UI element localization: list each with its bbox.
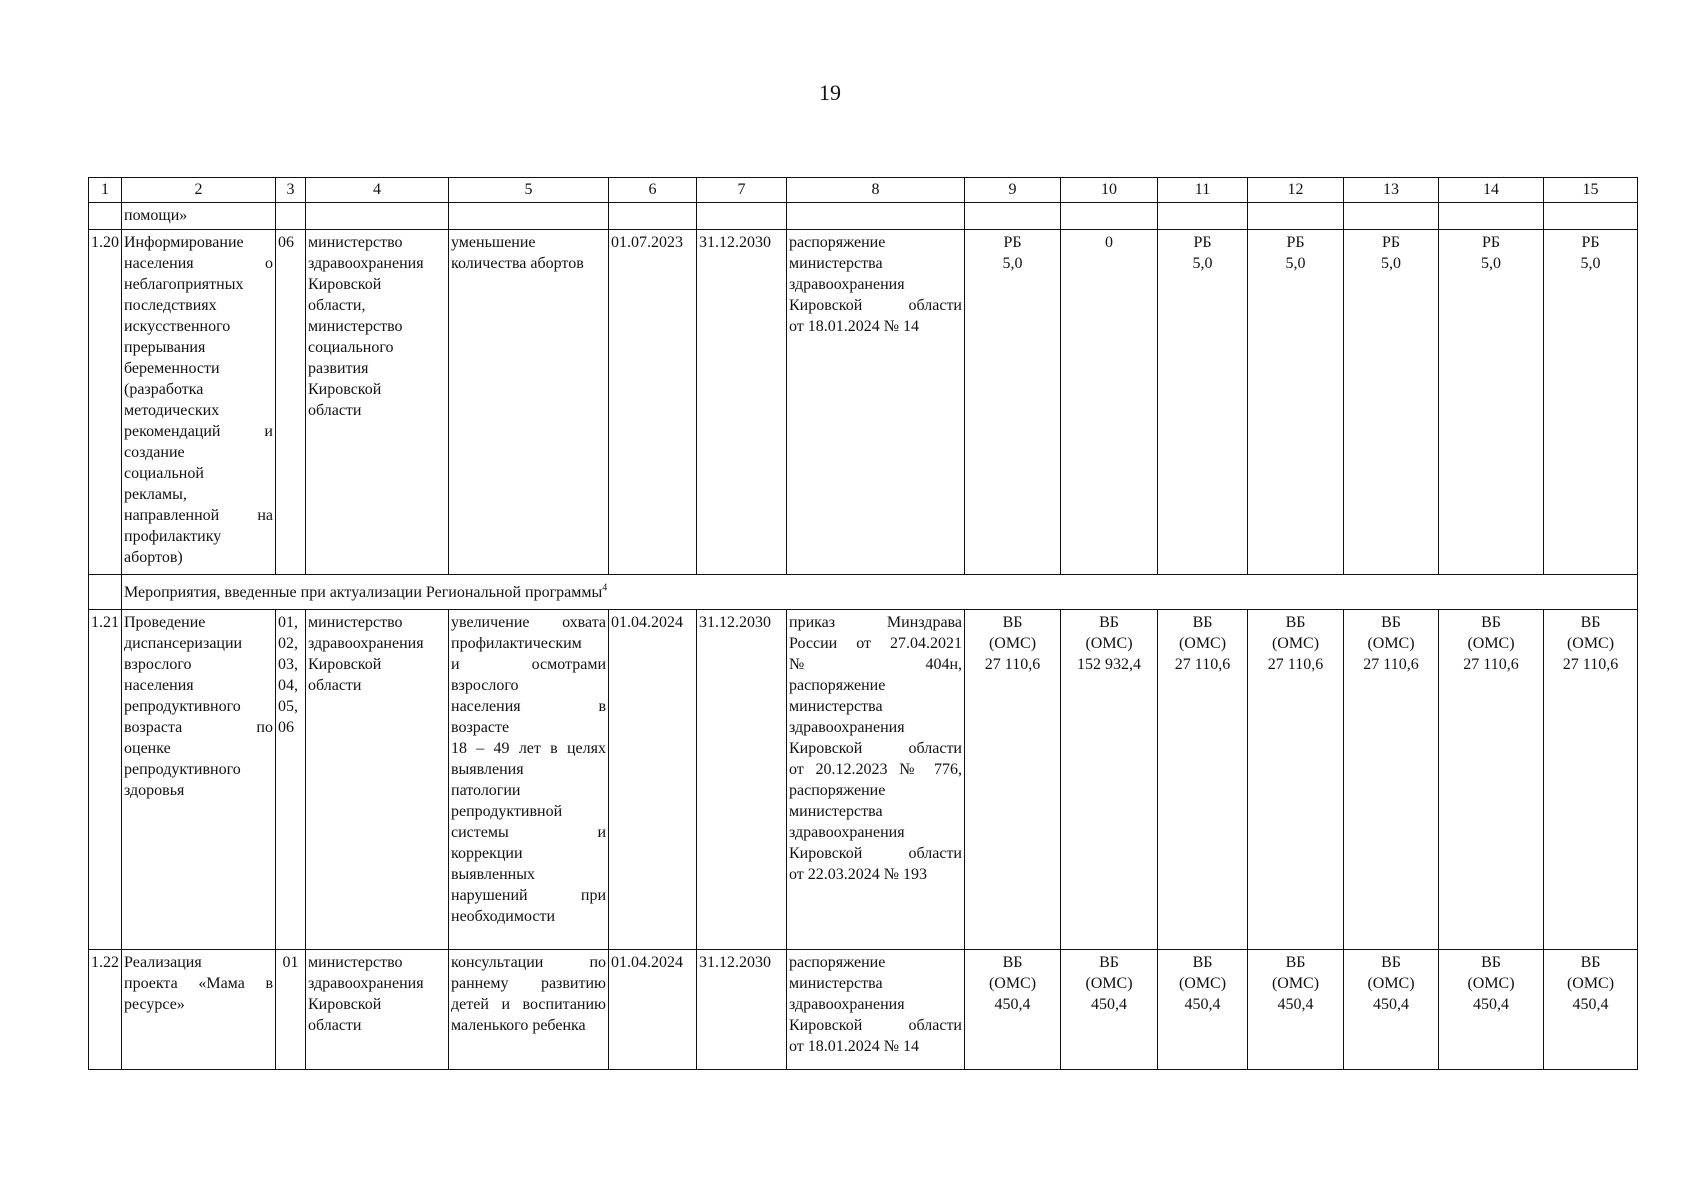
cell-line: 152 932,4: [1077, 656, 1141, 673]
cell-line: необходимости: [451, 908, 556, 925]
cell-line: (ОМС): [1467, 635, 1515, 652]
cell-line: ВБ: [1002, 954, 1023, 971]
end-date: 31.12.2030: [697, 230, 787, 575]
cell-line: 5,0: [1481, 255, 1501, 272]
cell-line: от 18.01.2024 № 14: [789, 318, 920, 335]
cell-line: Кировской области: [789, 297, 962, 314]
cell-line: ВБ: [1099, 614, 1119, 631]
cell-line: министерство: [308, 614, 403, 631]
cell-line: 03,: [278, 656, 298, 673]
cell-line: репродуктивной: [451, 803, 563, 820]
measure-name: [122, 230, 276, 575]
funding-cell: [1439, 610, 1544, 950]
continuation-text: помощи»: [122, 203, 276, 230]
cell-line: ресурсе»: [124, 996, 185, 1013]
cell-line: ВБ: [1099, 954, 1119, 971]
table-row-1-22: [89, 950, 1638, 1070]
program-table: [88, 177, 1638, 1070]
cell-line: коррекции: [451, 845, 523, 862]
funding-cell: [1344, 230, 1439, 575]
cell-line: ВБ: [1481, 954, 1501, 971]
cell-line: № 404н,: [789, 656, 962, 673]
funding-cell: [1248, 610, 1344, 950]
cell-line: области: [308, 677, 362, 694]
executor: [306, 230, 449, 575]
cell-line: 18 – 49 лет в целях: [451, 740, 606, 757]
cell-line: Информирование: [124, 234, 244, 251]
cell-line: населения о: [124, 255, 273, 272]
cell-line: 5,0: [1580, 255, 1601, 272]
cell-line: здравоохранения: [308, 975, 424, 992]
task-numbers: [276, 610, 306, 950]
cell-line: 450,4: [1091, 996, 1127, 1013]
cell-line: Кировской области: [789, 1017, 962, 1034]
cell-line: 27 110,6: [1562, 656, 1619, 673]
header-cell: 3: [276, 178, 306, 203]
cell-line: 06: [278, 719, 294, 736]
cell-line: здравоохранения: [789, 996, 905, 1013]
funding-cell: [1248, 230, 1344, 575]
cell-line: ВБ: [1580, 954, 1601, 971]
section-title: [122, 575, 1638, 610]
cell-line: Кировской области: [789, 845, 962, 862]
funding-cell: [1544, 230, 1638, 575]
cell-line: Кировской: [308, 656, 382, 673]
cell-line: здоровья: [124, 782, 185, 799]
cell-line: репродуктивного: [124, 761, 241, 778]
section-row: [89, 575, 1638, 610]
cell-line: 27 110,6: [1267, 656, 1324, 673]
row-number: 1.20: [89, 230, 122, 575]
header-cell: 7: [697, 178, 787, 203]
cell-line: диспансеризации: [124, 635, 243, 652]
cell-line: нарушений при: [451, 887, 606, 904]
cell-line: распоряжение: [789, 677, 886, 694]
footnote-mark: 4: [602, 582, 608, 594]
start-date: 01.07.2023: [609, 230, 697, 575]
continuation-row: [89, 203, 1638, 230]
cell-line: выявленных: [451, 866, 535, 883]
cell-line: 5,0: [1192, 255, 1213, 272]
cell-line: министерства: [789, 698, 883, 715]
cell-line: от 22.03.2024 № 193: [789, 866, 928, 883]
header-cell: 5: [449, 178, 609, 203]
cell-line: от 20.12.2023 № 776,: [789, 761, 962, 778]
header-cell: 10: [1061, 178, 1158, 203]
cell-line: населения: [124, 677, 194, 694]
cell-line: здравоохранения: [308, 255, 424, 272]
cell-line: (ОМС): [1367, 975, 1415, 992]
cell-line: прерывания: [124, 339, 206, 356]
cell-line: ВБ: [1285, 954, 1306, 971]
header-cell: 2: [122, 178, 276, 203]
cell-line: возрасте: [451, 719, 510, 736]
table-cell: [1248, 203, 1344, 230]
page-number: 19: [819, 80, 841, 105]
funding-cell: [965, 230, 1061, 575]
cell-line: от 18.01.2024 № 14: [789, 1038, 920, 1055]
funding-cell: [1061, 610, 1158, 950]
cell-line: 450,4: [1572, 996, 1609, 1013]
table-cell: [787, 203, 965, 230]
cell-line: Кировской: [308, 276, 382, 293]
cell-line: 0: [1105, 234, 1113, 251]
cell-line: (ОМС): [1271, 635, 1320, 652]
cell-line: выявления: [451, 761, 524, 778]
cell-line: министерства: [789, 803, 883, 820]
cell-line: 450,4: [1277, 996, 1314, 1013]
cell-line: министерство: [308, 234, 403, 251]
cell-line: и осмотрами: [451, 656, 606, 673]
cell-line: 5,0: [1002, 255, 1023, 272]
cell-line: патологии: [451, 782, 521, 799]
cell-line: проекта «Мама в: [124, 975, 273, 992]
funding-cell: [1439, 230, 1544, 575]
legal-basis: [787, 610, 965, 950]
header-cell: 12: [1248, 178, 1344, 203]
cell-line: 450,4: [994, 996, 1031, 1013]
cell-line: ВБ: [1192, 954, 1213, 971]
funding-cell: [1544, 610, 1638, 950]
table-cell: [1544, 203, 1638, 230]
cell-line: неблагоприятных: [124, 276, 244, 293]
table-cell: [306, 203, 449, 230]
cell-line: возраста по: [124, 719, 273, 736]
cell-line: (ОМС): [1271, 975, 1320, 992]
cell-line: (ОМС): [1566, 635, 1615, 652]
table-cell: [1158, 203, 1248, 230]
cell-line: беременности: [124, 360, 220, 377]
funding-cell: [965, 950, 1061, 1070]
cell-line: населения в: [451, 698, 606, 715]
cell-line: ВБ: [1481, 614, 1501, 631]
cell-line: уменьшение: [451, 234, 536, 251]
table-row-1-20: [89, 230, 1638, 575]
header-cell: 8: [787, 178, 965, 203]
cell-line: (ОМС): [1085, 635, 1133, 652]
funding-cell: [1344, 610, 1439, 950]
executor: [306, 610, 449, 950]
cell-line: 5,0: [1381, 255, 1401, 272]
row-number: 1.21: [89, 610, 122, 950]
cell-line: 27 110,6: [1363, 656, 1419, 673]
cell-line: социального: [308, 339, 394, 356]
table-cell: [1344, 203, 1439, 230]
cell-line: 5,0: [1285, 255, 1306, 272]
cell-line: приказ Минздрава: [789, 614, 962, 631]
cell-line: системы и: [451, 824, 606, 841]
expected-result: [449, 230, 609, 575]
table-cell: [89, 203, 122, 230]
cell-line: увеличение охвата: [451, 614, 606, 631]
measure-name: [122, 610, 276, 950]
end-date: 31.12.2030: [697, 610, 787, 950]
cell-line: области,: [308, 297, 366, 314]
funding-cell: [1344, 950, 1439, 1070]
cell-line: методических: [124, 402, 220, 419]
cell-line: (разработка: [124, 381, 204, 398]
cell-line: 05,: [278, 698, 298, 715]
cell-line: ВБ: [1381, 614, 1401, 631]
cell-line: распоряжение: [789, 234, 886, 251]
cell-line: здравоохранения: [308, 635, 424, 652]
cell-line: рекомендаций и: [124, 423, 273, 440]
cell-line: ВБ: [1580, 614, 1601, 631]
cell-line: направленной на: [124, 507, 273, 524]
section-title-text: Мероприятия, введенные при актуализации Региональной программы: [124, 583, 603, 601]
cell-line: (ОМС): [1085, 975, 1133, 992]
executor: [306, 950, 449, 1070]
funding-cell: [1061, 230, 1158, 575]
cell-line: оценке: [124, 740, 171, 757]
funding-cell: [1544, 950, 1638, 1070]
cell-line: ВБ: [1381, 954, 1401, 971]
cell-line: 27 110,6: [1463, 656, 1519, 673]
cell-line: распоряжение: [789, 782, 886, 799]
cell-line: области: [308, 402, 362, 419]
cell-line: 450,4: [1184, 996, 1221, 1013]
cell-line: рекламы,: [124, 486, 187, 503]
cell-line: Кировской области: [789, 740, 962, 757]
cell-line: (ОМС): [988, 975, 1037, 992]
start-date: 01.04.2024: [609, 950, 697, 1070]
header-cell: 6: [609, 178, 697, 203]
cell-line: взрослого: [451, 677, 519, 694]
cell-line: области: [308, 1017, 362, 1034]
funding-cell: [1061, 950, 1158, 1070]
task-numbers: 06: [276, 230, 306, 575]
cell-line: (ОМС): [1566, 975, 1615, 992]
cell-line: ВБ: [1285, 614, 1306, 631]
cell-line: здравоохранения: [789, 824, 905, 841]
cell-line: маленького ребенка: [451, 1017, 586, 1034]
cell-line: Кировской: [308, 381, 382, 398]
header-cell: 4: [306, 178, 449, 203]
table-cell: [1439, 203, 1544, 230]
cell-line: Кировской: [308, 996, 382, 1013]
cell-line: создание: [124, 444, 185, 461]
legal-basis: [787, 230, 965, 575]
cell-line: взрослого: [124, 656, 192, 673]
cell-line: 04,: [278, 677, 298, 694]
funding-cell: [965, 610, 1061, 950]
cell-line: (ОМС): [1367, 635, 1415, 652]
cell-line: РБ: [1003, 234, 1022, 251]
measure-name: [122, 950, 276, 1070]
cell-line: профилактическим: [451, 635, 582, 652]
cell-line: искусственного: [124, 318, 231, 335]
header-cell: 15: [1544, 178, 1638, 203]
table-cell: [965, 203, 1061, 230]
cell-line: (ОМС): [1467, 975, 1515, 992]
funding-cell: [1158, 950, 1248, 1070]
cell-line: ВБ: [1002, 614, 1023, 631]
cell-line: здравоохранения: [789, 276, 905, 293]
funding-cell: [1439, 950, 1544, 1070]
cell-line: детей и воспитанию: [451, 996, 606, 1013]
cell-line: РБ: [1481, 234, 1501, 251]
cell-line: ВБ: [1192, 614, 1213, 631]
header-cell: 9: [965, 178, 1061, 203]
cell-line: Реализация: [124, 954, 202, 971]
cell-line: министерства: [789, 975, 883, 992]
cell-line: (ОМС): [988, 635, 1037, 652]
cell-line: распоряжение: [789, 954, 886, 971]
cell-line: России от 27.04.2021: [789, 635, 962, 652]
end-date: 31.12.2030: [697, 950, 787, 1070]
cell-line: здравоохранения: [789, 719, 905, 736]
table-cell: [449, 203, 609, 230]
cell-line: Проведение: [124, 614, 206, 631]
header-cell: 1: [89, 178, 122, 203]
table-cell: [276, 203, 306, 230]
cell-line: 450,4: [1473, 996, 1509, 1013]
cell-line: министерства: [789, 255, 883, 272]
cell-line: раннему развитию: [451, 975, 606, 992]
expected-result: [449, 610, 609, 950]
table-row-1-21: [89, 610, 1638, 950]
cell-line: 02,: [278, 635, 298, 652]
table-cell: [697, 203, 787, 230]
cell-line: министерство: [308, 318, 403, 335]
funding-cell: [1158, 610, 1248, 950]
table-cell: [1061, 203, 1158, 230]
expected-result: [449, 950, 609, 1070]
funding-cell: [1158, 230, 1248, 575]
table-cell: [89, 575, 122, 610]
cell-line: социальной: [124, 465, 204, 482]
start-date: 01.04.2024: [609, 610, 697, 950]
header-cell: 14: [1439, 178, 1544, 203]
legal-basis: [787, 950, 965, 1070]
cell-line: РБ: [1193, 234, 1212, 251]
task-numbers: 01: [276, 950, 306, 1070]
cell-line: РБ: [1286, 234, 1305, 251]
cell-line: репродуктивного: [124, 698, 241, 715]
header-cell: 11: [1158, 178, 1248, 203]
cell-line: 27 110,6: [1174, 656, 1231, 673]
cell-line: 27 110,6: [984, 656, 1041, 673]
header-cell: 13: [1344, 178, 1439, 203]
cell-line: профилактику: [124, 528, 222, 545]
cell-line: количества абортов: [451, 255, 584, 272]
cell-line: (ОМС): [1178, 635, 1227, 652]
cell-line: министерство: [308, 954, 403, 971]
cell-line: абортов): [124, 549, 183, 566]
cell-line: последствиях: [124, 297, 217, 314]
cell-line: 450,4: [1373, 996, 1409, 1013]
cell-line: РБ: [1381, 234, 1401, 251]
table-cell: [609, 203, 697, 230]
cell-line: (ОМС): [1178, 975, 1227, 992]
funding-cell: [1248, 950, 1344, 1070]
cell-line: развития: [308, 360, 369, 377]
header-row: [89, 178, 1638, 203]
cell-line: консультации по: [451, 954, 606, 971]
row-number: 1.22: [89, 950, 122, 1070]
cell-line: РБ: [1581, 234, 1600, 251]
cell-line: 01,: [278, 614, 298, 631]
